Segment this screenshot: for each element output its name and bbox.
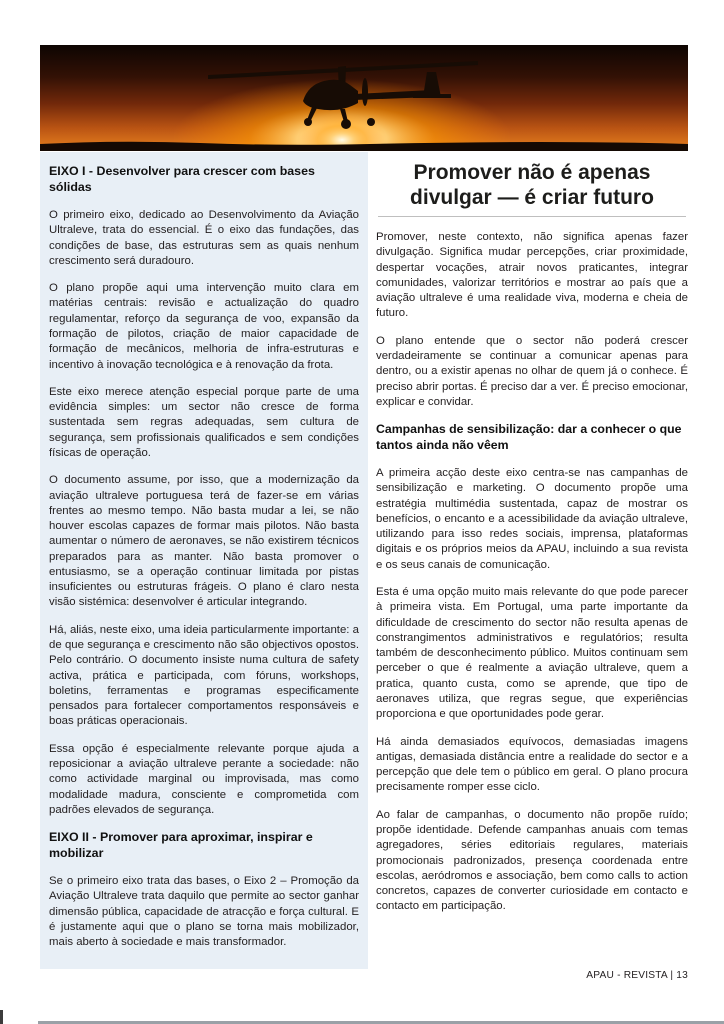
campanhas-subheading: Campanhas de sensibilização: dar a conhecer o que tantos ainda não vêem bbox=[376, 422, 682, 453]
eixo2-heading: EIXO II - Promover para aproximar, inspirar e mobilizar bbox=[49, 830, 313, 860]
page-footer: APAU - REVISTA | 13 bbox=[586, 970, 688, 981]
left-column-eixo-box bbox=[40, 152, 368, 969]
article-title bbox=[376, 160, 688, 210]
header-photo bbox=[40, 45, 688, 151]
eixo1-heading: EIXO I - Desenvolver para crescer com bases sólidas bbox=[49, 164, 315, 194]
article-title-line2: divulgar — é criar futuro bbox=[410, 186, 654, 209]
right-column-article bbox=[376, 152, 688, 927]
title-divider bbox=[378, 216, 686, 217]
paragraph: O plano entende que o sector não poderá crescer verdadeiramente se continuar a comunicar apenas para dentro, ou a existir apenas no olhar de quem já o conhece. É preciso abrir portas. É preciso dar a ver. É preciso emocionar, explicar e convidar. bbox=[376, 334, 688, 408]
paragraph: Essa opção é especialmente relevante porque ajuda a reposicionar a aviação ultraleve perante a sociedade: não como actividade marginal ou improvisada, mas como modalidade madura, consciente e comprometida com padrões elevados de segurança. bbox=[49, 742, 359, 816]
paragraph: Há ainda demasiados equívocos, demasiadas imagens antigas, demasiada distância entre a realidade do sector e a percepção que dele tem o público em geral. O plano procura precisamente romper esse ciclo. bbox=[376, 735, 688, 794]
left-edge-mark bbox=[0, 1010, 3, 1024]
paragraph: O primeiro eixo, dedicado ao Desenvolvimento da Aviação Ultraleve, trata do essencial. É o eixo das fundações, das condições de base, das estruturas sem as quais nenhum crescimento será duradouro. bbox=[49, 209, 359, 267]
paragraph: Ao falar de campanhas, o documento não propõe ruído; propõe identidade. Defende campanhas anuais com temas agregadores, séries editoriais regulares, materiais promocionais padronizados, presença coordenada entre escolas, aeródromos e associação, bem como calls to action concretos, capazes de converter curiosidade em contacto e contacto em participação. bbox=[376, 808, 688, 913]
paragraph: Esta é uma opção muito mais relevante do que pode parecer à primeira vista. Em Portugal, uma parte importante da dificuldade de crescimento do sector não resulta apenas de constrangimentos administrativos e regulatórios; resulta também de desconhecimento público. Muitos continuam sem perceber o que é realmente a aviação ultraleve, quem a pratica, quanto custa, como se aprende, que tipo de aeronaves utiliza, que regras segue, que experiências proporciona e que oportunidades pode gerar. bbox=[376, 586, 688, 721]
paragraph: O plano propõe aqui uma intervenção muito clara em matérias centrais: revisão e actualização do quadro regulamentar, reforço da segurança de voo, expansão da formação de pilotos, criação de maior capacidade de formação de mecânicos, melhoria de infra-estruturas e incentivo à inovação tecnológica e à renovação da frota. bbox=[49, 282, 359, 371]
paragraph: Se o primeiro eixo trata das bases, o Eixo 2 – Promoção da Aviação Ultraleve trata daquilo que permite ao sector ganhar dimensão pública, capacidade de atracção e força cultural. E é justamente aqui que o plano se torna mais mobilizador, mais aberto à sociedade e mais transformador. bbox=[49, 875, 359, 949]
content-columns bbox=[40, 152, 688, 969]
paragraph: Este eixo merece atenção especial porque parte de uma evidência simples: um sector não cresce de forma sustentada sem regras adequadas, sem cultura de segurança, sem profissionais qualificados e sem condições físicas de operação. bbox=[49, 385, 359, 459]
paragraph: Há, aliás, neste eixo, uma ideia particularmente importante: a de que segurança e crescimento não são objectivos opostos. Pelo contrário. O documento insiste numa cultura de safety activa, prática e participada, com fóruns, workshops, boletins, ferramentas e programas especificamente pensados para fortalecer comportamentos responsáveis e boas práticas operacionais. bbox=[49, 623, 359, 728]
gyrocopter-sunset-illustration bbox=[40, 45, 688, 151]
paragraph: Promover, neste contexto, não significa apenas fazer divulgação. Significa mudar percepções, criar proximidade, despertar vocações, atrair novos praticantes, integrar comunidades, valorizar territórios e mostrar ao país que a aviação ultraleve é uma realidade viva, moderna e cheia de futuro. bbox=[376, 231, 688, 320]
paragraph: A primeira acção deste eixo centra-se nas campanhas de sensibilização e marketing. O documento propõe uma estratégia multimédia sustentada, capaz de mostrar os benefícios, o encanto e a acessibilidade da aviação ultraleve, utilizando para isso redes sociais, imprensa, plataformas digitais e os próprios meios da APAU, incluindo a sua revista e os seus canais de comunicação. bbox=[376, 467, 688, 571]
paragraph: O documento assume, por isso, que a modernização da aviação ultraleve portuguesa terá de fazer-se em várias frentes ao mesmo tempo. Não basta mudar a lei, se não houver escolas capazes de formar mais pilotos. Não basta aumentar o número de aeronaves, se não existirem técnicos preparados para as manter. Não basta promover o entusiasmo, se a operação continuar limitada por pistas insuficientes ou estruturas frágeis. O plano é claro nesta visão sistémica: desenvolver é articular integrando. bbox=[49, 474, 359, 609]
article-title-line1: Promover não é apenas bbox=[413, 161, 651, 184]
